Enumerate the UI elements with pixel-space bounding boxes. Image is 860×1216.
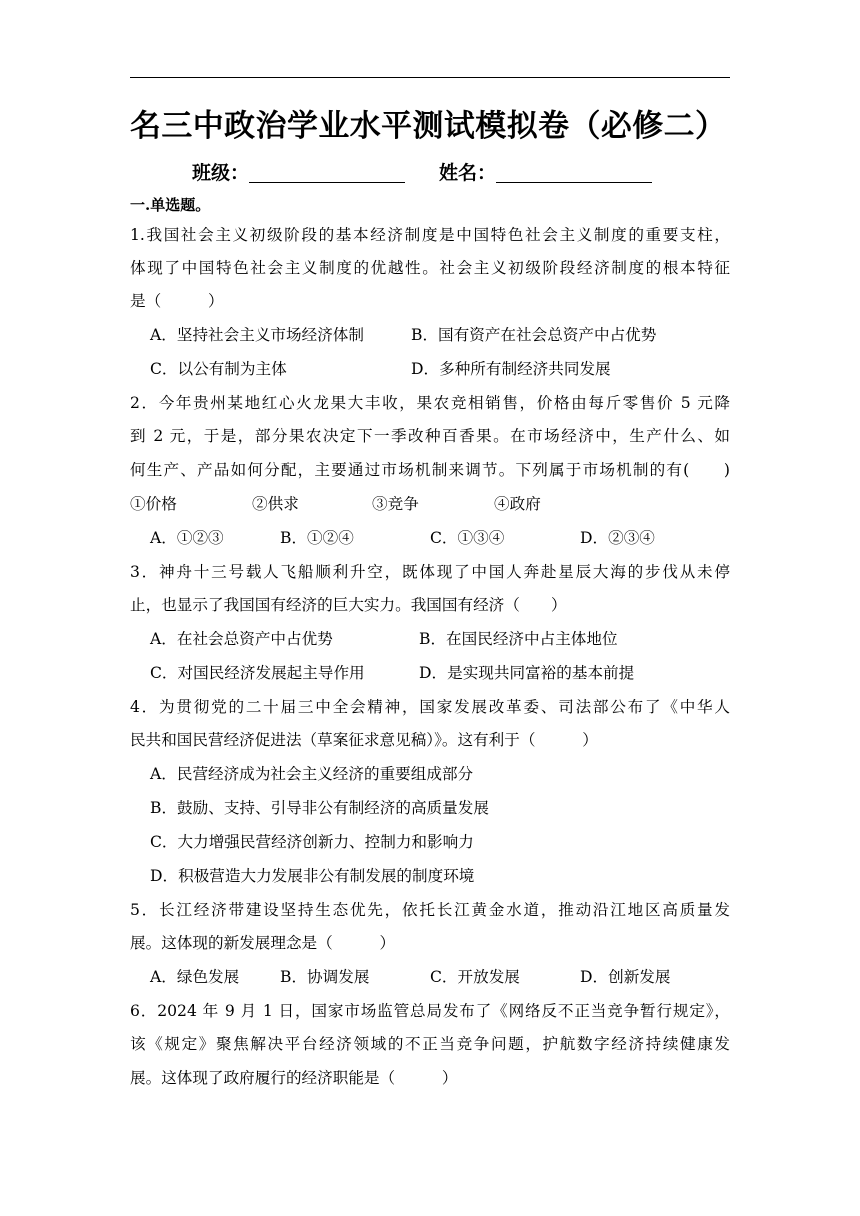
question-4-option-d[interactable]: D．积极营造大力发展非公有制发展的制度环境 — [150, 867, 475, 885]
question-4-line-2: 民共和国民营经济促进法（草案征求意见稿）》。这有利于（ ） — [130, 731, 598, 749]
question-1-option-c[interactable]: C．以公有制为主体 — [150, 360, 287, 378]
question-5-option-d[interactable]: D．创新发展 — [580, 968, 671, 986]
question-6-line-3: 展。这体现了政府履行的经济职能是（ ） — [130, 1069, 458, 1087]
question-3-option-a[interactable]: A．在社会总资产中占优势 — [150, 630, 333, 648]
name-label: 姓名： — [439, 162, 497, 184]
question-4-line-1: 4．为贯彻党的二十届三中全会精神，国家发展改革委、司法部公布了《中华人 — [130, 698, 730, 716]
question-5-line-2: 展。这体现的新发展理念是（ ） — [130, 934, 396, 952]
question-5-option-c[interactable]: C．开放发展 — [430, 968, 520, 986]
question-2-item-4: ④政府 — [494, 495, 541, 513]
question-2-item-3: ③竞争 — [372, 495, 419, 513]
question-5-option-b[interactable]: B．协调发展 — [280, 968, 370, 986]
question-2-line-1: 2．今年贵州某地红心火龙果大丰收，果农竞相销售，价格由每斤零售价 5 元降 — [130, 394, 730, 412]
question-4-option-c[interactable]: C．大力增强民营经济创新力、控制力和影响力 — [150, 833, 474, 851]
section-heading: 一.单选题。 — [130, 196, 211, 214]
question-2-option-d[interactable]: D．②③④ — [580, 529, 655, 547]
question-2-option-a[interactable]: A．①②③ — [150, 529, 224, 547]
question-3-line-2: 止，也显示了我国国有经济的巨大实力。我国国有经济（ ） — [130, 596, 567, 614]
name-blank-field[interactable] — [496, 162, 652, 183]
question-5-line-1: 5．长江经济带建设坚持生态优先，依托长江黄金水道，推动沿江地区高质量发 — [130, 901, 730, 919]
question-1-option-a[interactable]: A．坚持社会主义市场经济体制 — [150, 326, 364, 344]
student-info-row — [192, 160, 652, 186]
class-blank-field[interactable] — [249, 162, 405, 183]
question-2-item-2: ②供求 — [252, 495, 299, 513]
question-1-line-3: 是（ ） — [130, 292, 224, 310]
question-6-line-1: 6．2024 年 9 月 1 日，国家市场监管总局发布了《网络反不正当竞争暂行规定》， — [130, 1002, 730, 1020]
class-label: 班级： — [192, 162, 250, 184]
question-2-line-3: 何生产、产品如何分配，主要通过市场机制来调节。下列属于市场机制的有( ) — [130, 461, 730, 479]
question-1-line-1: 1.我国社会主义初级阶段的基本经济制度是中国特色社会主义制度的重要支柱， — [130, 226, 730, 244]
question-2-line-2: 到 2 元，于是，部分果农决定下一季改种百香果。在市场经济中，生产什么、如 — [130, 427, 730, 445]
question-1-option-b[interactable]: B．国有资产在社会总资产中占优势 — [411, 326, 657, 344]
question-1-option-d[interactable]: D．多种所有制经济共同发展 — [411, 360, 611, 378]
question-3-option-d[interactable]: D．是实现共同富裕的基本前提 — [419, 664, 635, 682]
question-5-option-a[interactable]: A．绿色发展 — [150, 968, 240, 986]
question-3-option-c[interactable]: C．对国民经济发展起主导作用 — [150, 664, 365, 682]
question-4-option-b[interactable]: B．鼓励、支持、引导非公有制经济的高质量发展 — [150, 799, 489, 817]
question-2-option-c[interactable]: C．①③④ — [430, 529, 505, 547]
exam-title: 名三中政治学业水平测试模拟卷（必修二） — [130, 108, 727, 144]
header-rule — [130, 77, 730, 78]
question-2-item-1: ①价格 — [130, 495, 177, 513]
question-2-option-b[interactable]: B．①②④ — [280, 529, 354, 547]
question-4-option-a[interactable]: A．民营经济成为社会主义经济的重要组成部分 — [150, 765, 474, 783]
question-3-option-b[interactable]: B．在国民经济中占主体地位 — [419, 630, 618, 648]
question-3-line-1: 3．神舟十三号载人飞船顺利升空，既体现了中国人奔赴星辰大海的步伐从未停 — [130, 563, 730, 581]
question-6-line-2: 该《规定》聚焦解决平台经济领域的不正当竞争问题，护航数字经济持续健康发 — [130, 1035, 730, 1053]
question-1-line-2: 体现了中国特色社会主义制度的优越性。社会主义初级阶段经济制度的根本特征 — [130, 259, 730, 277]
